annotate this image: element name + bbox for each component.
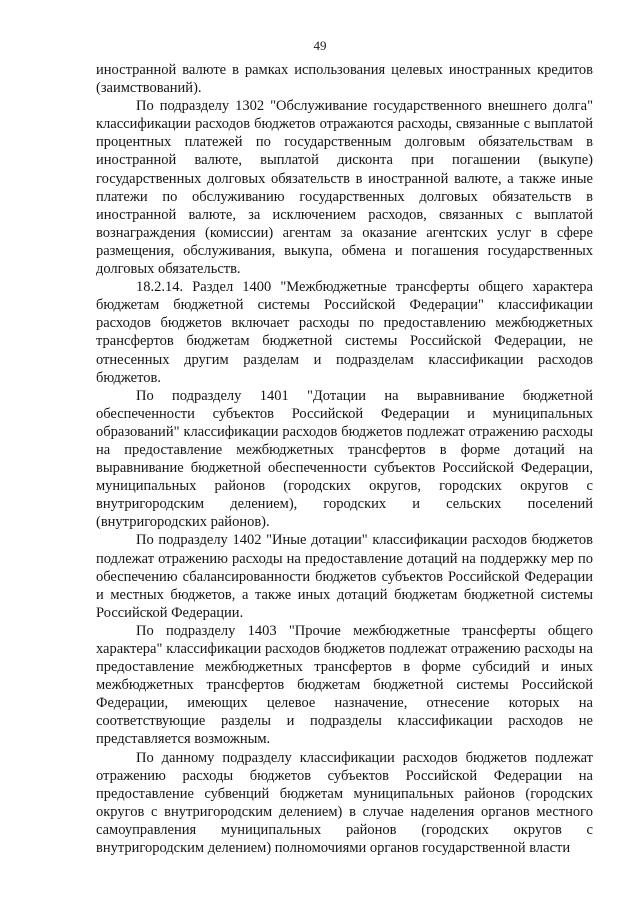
paragraph-subsection-1403: По подразделу 1403 "Прочие межбюджетные трансферты общего характера" классификации расходов бюджетов подлежат отражению расходы на предоставление межбюджетных трансфертов в форме субсидий и иных межбюджетных трансфертов бюджетам бюджетной системы Российской Федерации, имеющих целевое назначение, отнесение которых на соответствующие разделы и подразделы классификации расходов не представляется возможным. xyxy=(96,622,593,748)
paragraph-section-1400: 18.2.14. Раздел 1400 "Межбюджетные трансферты общего характера бюджетам бюджетной системы Российской Федерации" классификации расходов бюджетов включает расходы по предоставлению межбюджетных трансфертов бюджетам бюджетной системы Российской Федерации, не отнесенных другим разделам и подразделам классификации расходов бюджетов. xyxy=(96,279,593,386)
paragraph-continuation: иностранной валюте в рамках использования целевых иностранных кредитов (заимствований). xyxy=(96,62,593,97)
paragraph-subsection-1402: По подразделу 1402 "Иные дотации" классификации расходов бюджетов подлежат отражению расходы на предоставление дотаций на поддержку мер по обеспечению сбалансированности бюджетов субъектов Российской Федерации и местных бюджетов, а также иных дотаций бюджетам бюджетной системы Российской Федерации. xyxy=(96,532,593,621)
paragraph-subsection-1403-details: По данному подразделу классификации расходов бюджетов подлежат отражению расходы бюджетов субъектов Российской Федерации на предоставление субвенций бюджетам муниципальных районов (городских округов с внутригородским делением) в случае наделения органов местного самоуправления муниципальных районов (городских округов с внутригородским делением) полномочиями органов государственной власти xyxy=(96,749,593,857)
page-number: 49 xyxy=(313,38,327,53)
paragraph-subsection-1302: По подразделу 1302 "Обслуживание государственного внешнего долга" классификации расходов бюджетов отражаются расходы, связанные с выплатой процентных платежей по государственным долговым обязательствам в иностранной валюте, выплатой дисконта при погашении (выкупе) государственных долговых обязательств в иностранной валюте, а также иные платежи по обслуживанию государственных долговых обязательств в иностранной валюте, за исключением расходов, связанных с выплатой вознаграждения (комиссии) агентам за оказание агентских услуг в сфере размещения, обслуживания, выкупа, обмена и погашения государственных долговых обязательств. xyxy=(96,98,593,278)
paragraph-subsection-1401: По подразделу 1401 "Дотации на выравнивание бюджетной обеспеченности субъектов Российской Федерации и муниципальных образований" классификации расходов бюджетов подлежат отражению расходы на предоставление межбюджетных трансфертов в форме дотаций на выравнивание бюджетной обеспеченности субъектов Российской Федерации, муниципальных районов (городских округов, городских округов с внутригородским делением), городских и сельских поселений (внутригородских районов). xyxy=(96,387,593,531)
document-body xyxy=(96,61,593,857)
